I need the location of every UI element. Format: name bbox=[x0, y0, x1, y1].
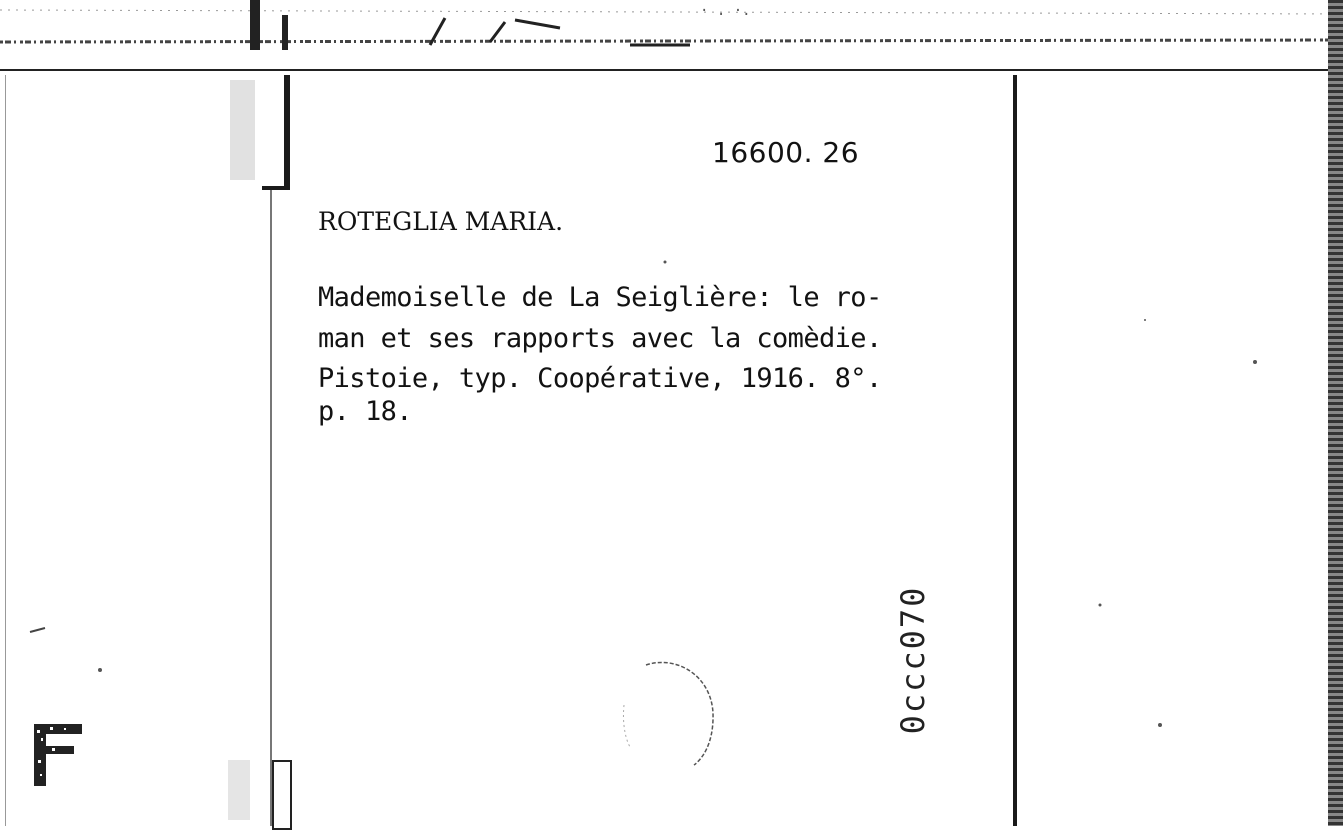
svg-text:· . ·.: · . ·. bbox=[700, 3, 751, 19]
imprint-line: Pistoie, typ. Coopérative, 1916. 8°. bbox=[318, 363, 882, 394]
call-number: 16600. 26 bbox=[712, 136, 860, 169]
stamped-number-text: 0ccc070 bbox=[894, 585, 932, 735]
author-heading: ROTEGLIA MARIA. bbox=[318, 207, 564, 236]
punch-hole-icon bbox=[616, 655, 726, 770]
stamped-number bbox=[888, 570, 938, 750]
title-line-1: Mademoiselle de La Seiglière: le ro- bbox=[318, 282, 882, 313]
f-marker-icon bbox=[30, 720, 90, 790]
title-line-2: man et ses rapports avec la comèdie. bbox=[318, 323, 882, 354]
pagination-line: p. 18. bbox=[318, 396, 412, 427]
